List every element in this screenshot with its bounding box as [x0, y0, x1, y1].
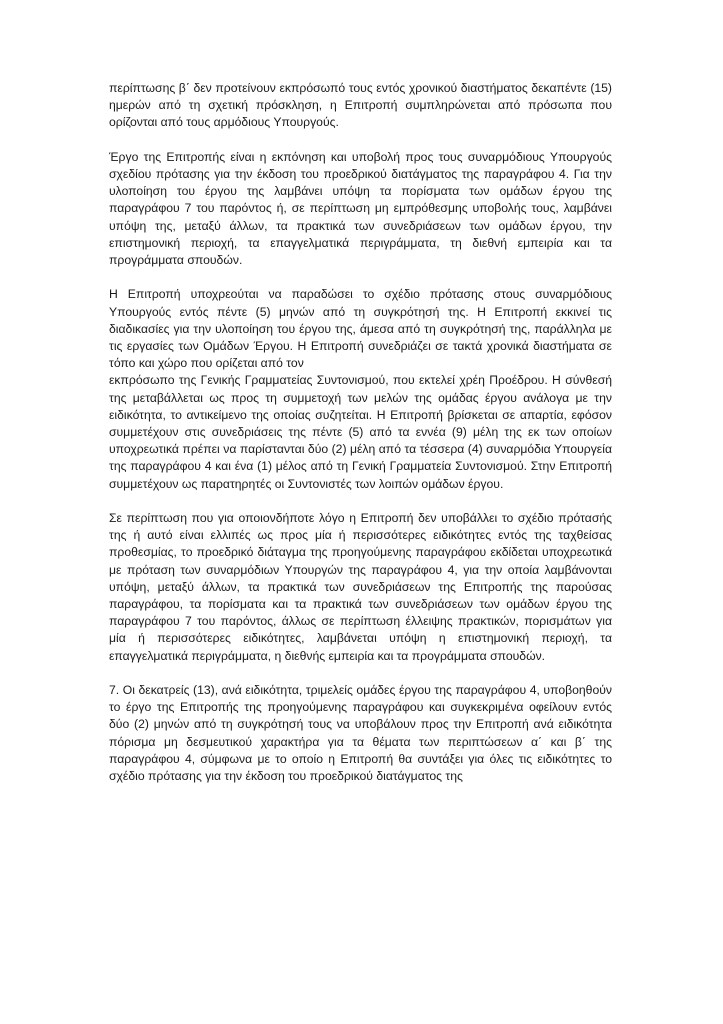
- paragraph-1: περίπτωσης β΄ δεν προτείνουν εκπρόσωπό τους εντός χρονικού διαστήματος δεκαπέντε (15) ημερών από τη σχετική πρόσκληση, η Επιτροπή συμπληρώνεται από πρόσωπα που ορίζονται από τους αρμόδιους Υπουργούς.: [109, 81, 612, 130]
- document-body: [109, 80, 612, 802]
- paragraph-3-continued: εκπρόσωπο της Γενικής Γραμματείας Συντονισμού, που εκτελεί χρέη Προέδρου. Η σύνθεσή της μεταβάλλεται ως προς τη συμμετοχή των μελών της ομάδας έργου ανάλογα με την ειδικότητα, το αντικείμενο της οποίας συζητείται. Η Επιτροπή βρίσκεται σε απαρτία, εφόσον συμμετέχουν στις συνεδριάσεις της πέντε (5) από τα εννέα (9) μέλη της εκ των οποίων υποχρεωτικά πρέπει να παρίστανται δύο (2) μέλη από τα τέσσερα (4) συναρμόδια Υπουργεία της παραγράφου 4 και ένα (1) μέλος από τη Γενική Γραμματεία Συντονισμού. Στην Επιτροπή συμμετέχουν ως παρατηρητές οι Συντονιστές των λοιπών ομάδων έργου.: [109, 373, 612, 491]
- paragraph-2: Έργο της Επιτροπής είναι η εκπόνηση και υποβολή προς τους συναρμόδιους Υπουργούς σχεδίου πρότασης για την έκδοση του προεδρικού διατάγματος της παραγράφου 4. Για την υλοποίηση του έργου της λαμβάνει υπόψη τα πορίσματα των ομάδων έργου της παραγράφου 7 του παρόντος ή, σε περίπτωση μη εμπρόθεσμης υποβολής τους, λαμβάνει υπόψη της, μεταξύ άλλων, τα πρακτικά των συνεδριάσεων των ομάδων έργου, την επιστημονική περιοχή, τα επαγγελματικά περιγράμματα, τη διεθνή εμπειρία και τα προγράμματα σπουδών.: [109, 149, 612, 268]
- paragraph-3: Η Επιτροπή υποχρεούται να παραδώσει το σχέδιο πρότασης στους συναρμόδιους Υπουργούς εντός πέντε (5) μηνών από τη συγκρότησή της. Η Επιτροπή εκκινεί τις διαδικασίες για την υλοποίηση του έργου της, άμεσα από τη συγκρότησή της, παράλληλα με τις εργασίες των Ομάδων Έργου. Η Επιτροπή συνεδριάζει σε τακτά χρονικά διαστήματα σε τόπο και χώρο που ορίζεται από τον: [109, 287, 612, 371]
- paragraph-5: 7. Οι δεκατρείς (13), ανά ειδικότητα, τριμελείς ομάδες έργου της παραγράφου 4, υποβοηθούν το έργο της Επιτροπής της προηγούμενης παραγράφου και συγκεκριμένα οφείλουν εντός δύο (2) μηνών από τη συγκρότησή τους να υποβάλουν προς την Επιτροπή ανά ειδικότητα πόρισμα μη δεσμευτικού χαρακτήρα για τα θέματα των περιπτώσεων α΄ και β΄ της παραγράφου 4, σύμφωνα με το οποίο η Επιτροπή θα συντάξει για όλες τις ειδικότητες το σχέδιο πρότασης για την έκδοση του προεδρικού διατάγματος της: [109, 683, 612, 784]
- paragraph-4: Σε περίπτωση που για οποιονδήποτε λόγο η Επιτροπή δεν υποβάλλει το σχέδιο πρότασής της ή αυτό είναι ελλιπές ως προς μία ή περισσότερες ειδικότητες εντός της ταχθείσας προθεσμίας, το προεδρικό διάταγμα της προηγούμενης παραγράφου εκδίδεται υποχρεωτικά με πρόταση των συναρμόδιων Υπουργών της παραγράφου 4, για την οποία λαμβάνονται υπόψη, μεταξύ άλλων, τα πρακτικά των συνεδριάσεων της Επιτροπής της παρούσας παραγράφου, τα πορίσματα και τα πρακτικά των συνεδριάσεων των ομάδων έργου της παραγράφου 7 του παρόντος, άλλως σε περίπτωση έλλειψης πρακτικών, πορισμάτων για μία ή περισσότερες ειδικότητες, λαμβάνεται υπόψη η επιστημονική περιοχή, τα επαγγελματικά περιγράμματα, η διεθνής εμπειρία και τα προγράμματα σπουδών.: [109, 511, 612, 663]
